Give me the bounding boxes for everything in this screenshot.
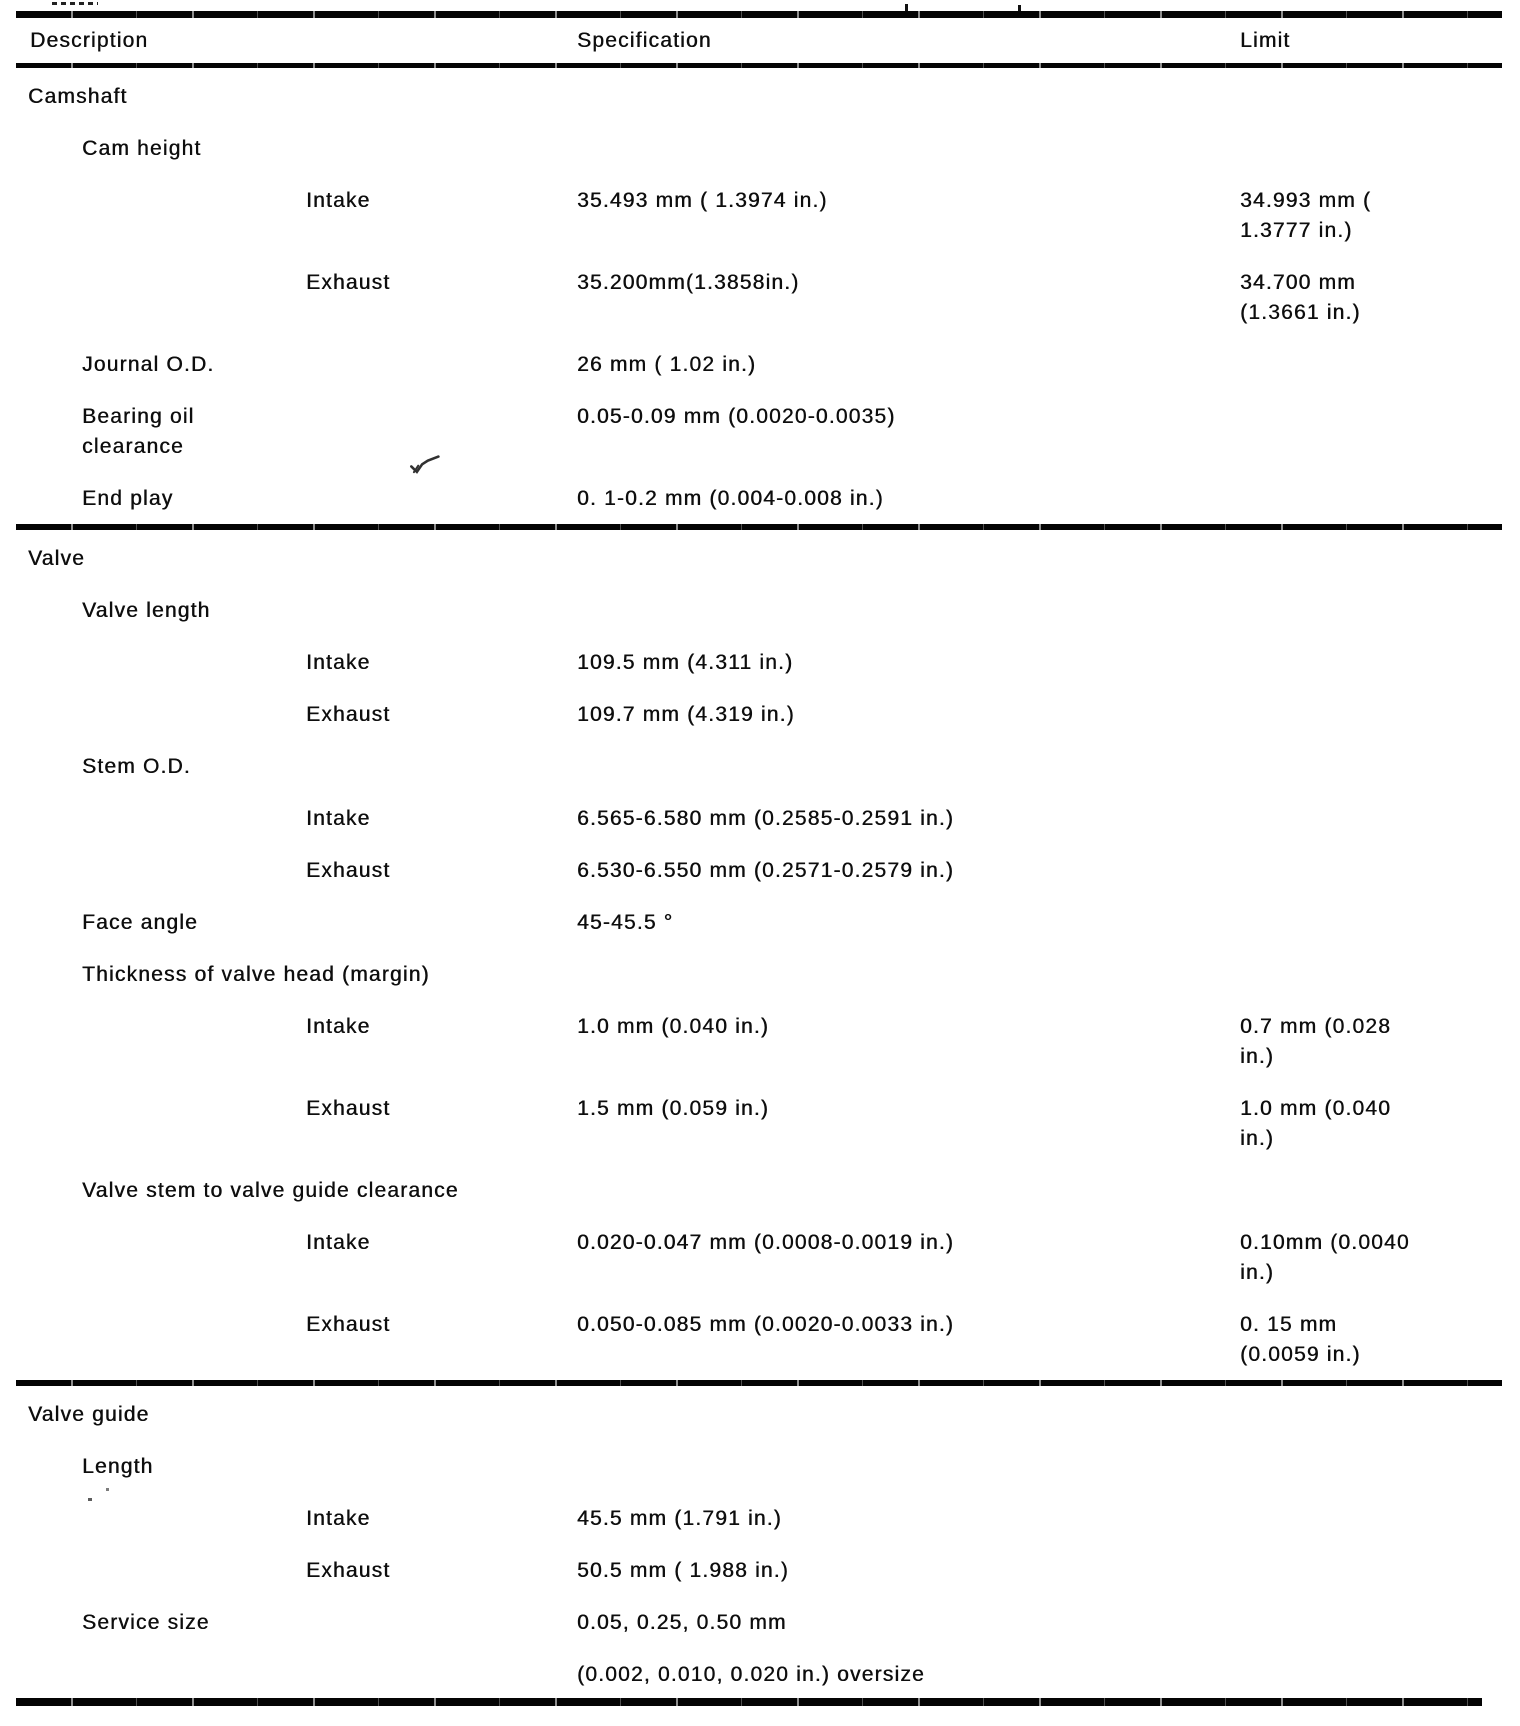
spec-line: 35.493 mm ( 1.3974 in.)	[577, 189, 828, 212]
section-divider	[16, 524, 1502, 530]
limit-value	[1240, 1012, 1520, 1072]
scan-artifact-top-dashes	[52, 2, 98, 5]
spec-line: 35.200mm(1.3858in.)	[577, 271, 800, 294]
table-row	[0, 186, 1520, 246]
limit-value	[1240, 700, 1520, 730]
limit-value	[1240, 1310, 1520, 1370]
spec-value	[577, 908, 1240, 938]
row-label	[0, 960, 577, 990]
limit-line: in.)	[1240, 1127, 1274, 1150]
row-label	[0, 804, 577, 834]
row-label-line: Thickness of valve head (margin)	[82, 963, 430, 986]
table-row	[0, 1660, 1520, 1690]
table-row	[0, 1176, 1520, 1206]
spec-line: 45-45.5 °	[577, 911, 674, 934]
limit-value	[1240, 1556, 1520, 1586]
spec-line: 1.5 mm (0.059 in.)	[577, 1097, 769, 1120]
spec-value	[577, 1176, 1240, 1206]
spec-line: 0.050-0.085 mm (0.0020-0.0033 in.)	[577, 1313, 955, 1336]
row-label-line: Bearing oil	[82, 405, 195, 428]
scan-artifact-dot	[106, 1488, 109, 1491]
spec-line: 0.020-0.047 mm (0.0008-0.0019 in.)	[577, 1231, 955, 1254]
table-row	[0, 1094, 1520, 1154]
limit-value	[1240, 856, 1520, 886]
table-body	[0, 82, 1520, 1706]
row-label	[0, 1012, 577, 1072]
row-label-line: Stem O.D.	[82, 755, 191, 778]
section-title-valve: Valve	[28, 547, 85, 570]
limit-value	[1240, 908, 1520, 938]
row-label	[0, 648, 577, 678]
limit-value	[1240, 1176, 1520, 1206]
row-label	[0, 186, 577, 246]
spec-line: 1.0 mm (0.040 in.)	[577, 1015, 769, 1038]
row-label-line: clearance	[82, 435, 184, 458]
table-row	[0, 596, 1520, 626]
limit-value	[1240, 804, 1520, 834]
table-bottom-border	[16, 1698, 1482, 1706]
spec-value	[577, 186, 1240, 246]
spec-line: 6.530-6.550 mm (0.2571-0.2579 in.)	[577, 859, 955, 882]
limit-value	[1240, 268, 1520, 328]
limit-value	[1240, 648, 1520, 678]
spec-value	[577, 1452, 1240, 1482]
table-row	[0, 1608, 1520, 1638]
row-label	[0, 1556, 577, 1586]
row-label-line: Intake	[306, 651, 371, 674]
row-label-line: Cam height	[82, 137, 202, 160]
limit-value	[1240, 484, 1520, 514]
table-row	[0, 1556, 1520, 1586]
limit-value	[1240, 752, 1520, 782]
spec-line: 0. 1-0.2 mm (0.004-0.008 in.)	[577, 487, 884, 510]
limit-line: 0.10mm (0.0040	[1240, 1231, 1410, 1254]
spec-value	[577, 752, 1240, 782]
spec-value	[577, 1504, 1240, 1534]
row-label	[0, 700, 577, 730]
row-label-line: Journal O.D.	[82, 353, 215, 376]
limit-value	[1240, 1228, 1520, 1288]
spec-value	[577, 596, 1240, 626]
section-title-camshaft: Camshaft	[28, 85, 128, 108]
limit-value	[1240, 596, 1520, 626]
row-label	[0, 1176, 577, 1206]
limit-value	[1240, 1504, 1520, 1534]
column-header-limit: Limit	[1240, 29, 1291, 52]
spec-value	[577, 1660, 1240, 1690]
row-label	[0, 856, 577, 886]
row-label-line: Exhaust	[306, 703, 391, 726]
row-label-line: Valve stem to valve guide clearance	[82, 1179, 459, 1202]
spec-line: 109.7 mm (4.319 in.)	[577, 703, 795, 726]
row-label-line: Exhaust	[306, 1559, 391, 1582]
row-label	[0, 1228, 577, 1288]
row-label-line: Exhaust	[306, 1313, 391, 1336]
table-top-border	[16, 11, 1502, 18]
limit-value	[1240, 186, 1520, 246]
spec-value	[577, 1094, 1240, 1154]
spec-value	[577, 1310, 1240, 1370]
table-row	[0, 350, 1520, 380]
table-row	[0, 1310, 1520, 1370]
row-label-line: Length	[82, 1455, 154, 1478]
spec-line: 109.5 mm (4.311 in.)	[577, 651, 794, 674]
table-header-border	[16, 63, 1502, 68]
spec-value	[577, 856, 1240, 886]
spec-line: 50.5 mm ( 1.988 in.)	[577, 1559, 789, 1582]
row-label-line: End play	[82, 487, 174, 510]
row-label	[0, 1310, 577, 1370]
row-label-line: Intake	[306, 807, 371, 830]
limit-line: (0.0059 in.)	[1240, 1343, 1361, 1366]
scan-artifact-dot	[88, 1498, 92, 1501]
limit-line: 0.7 mm (0.028	[1240, 1015, 1391, 1038]
table-row	[0, 804, 1520, 834]
spec-line: 0.05-0.09 mm (0.0020-0.0035)	[577, 405, 896, 428]
spec-value	[577, 1556, 1240, 1586]
spec-value	[577, 268, 1240, 328]
spec-line: 26 mm ( 1.02 in.)	[577, 353, 757, 376]
spec-value	[577, 402, 1240, 462]
row-label-line: Intake	[306, 1231, 371, 1254]
limit-value	[1240, 1094, 1520, 1154]
row-label	[0, 1660, 577, 1690]
spec-value	[577, 1608, 1240, 1638]
row-label	[0, 1094, 577, 1154]
limit-line: in.)	[1240, 1261, 1274, 1284]
limit-line: 34.993 mm (	[1240, 189, 1372, 212]
row-label	[0, 1608, 577, 1638]
spec-line: 6.565-6.580 mm (0.2585-0.2591 in.)	[577, 807, 955, 830]
spec-value	[577, 134, 1240, 164]
section-title-valve-guide: Valve guide	[28, 1403, 150, 1426]
limit-value	[1240, 402, 1520, 462]
row-label	[0, 752, 577, 782]
table-row	[0, 960, 1520, 990]
limit-line: in.)	[1240, 1045, 1274, 1068]
scan-artifact-check-mark	[407, 450, 443, 475]
row-label	[0, 350, 577, 380]
limit-value	[1240, 134, 1520, 164]
spec-value	[577, 1012, 1240, 1072]
table-row	[0, 700, 1520, 730]
spec-line: (0.002, 0.010, 0.020 in.) oversize	[577, 1663, 925, 1686]
table-header-row	[0, 26, 1520, 56]
row-label-line: Exhaust	[306, 859, 391, 882]
limit-value	[1240, 1608, 1520, 1638]
limit-value	[1240, 1660, 1520, 1690]
limit-line: 34.700 mm	[1240, 271, 1356, 294]
row-label-line: Intake	[306, 1507, 371, 1530]
row-label	[0, 596, 577, 626]
table-row	[0, 1504, 1520, 1534]
row-label	[0, 1452, 577, 1482]
table-row	[0, 1452, 1520, 1482]
row-label	[0, 268, 577, 328]
limit-line: 0. 15 mm	[1240, 1313, 1338, 1336]
row-label-line: Service size	[82, 1611, 210, 1634]
spec-value	[577, 960, 1240, 990]
row-label-line: Intake	[306, 1015, 371, 1038]
row-label	[0, 484, 577, 514]
limit-line: (1.3661 in.)	[1240, 301, 1361, 324]
column-header-description: Description	[30, 29, 149, 52]
row-label	[0, 1504, 577, 1534]
row-label-line: Exhaust	[306, 1097, 391, 1120]
row-label	[0, 134, 577, 164]
row-label	[0, 402, 577, 462]
limit-line: 1.3777 in.)	[1240, 219, 1353, 242]
row-label-line: Intake	[306, 189, 371, 212]
limit-line: 1.0 mm (0.040	[1240, 1097, 1391, 1120]
table-row	[0, 648, 1520, 678]
limit-value	[1240, 960, 1520, 990]
table-row	[0, 484, 1520, 514]
table-row	[0, 268, 1520, 328]
column-header-specification: Specification	[577, 29, 712, 52]
spec-value	[577, 804, 1240, 834]
row-label-line: Valve length	[82, 599, 211, 622]
row-label-line: Face angle	[82, 911, 198, 934]
table-row	[0, 752, 1520, 782]
section-divider	[16, 1380, 1502, 1386]
table-row	[0, 1228, 1520, 1288]
spec-value	[577, 648, 1240, 678]
spec-value	[577, 484, 1240, 514]
table-row	[0, 402, 1520, 462]
spec-line: 45.5 mm (1.791 in.)	[577, 1507, 782, 1530]
row-label-line: Exhaust	[306, 271, 391, 294]
spec-value	[577, 350, 1240, 380]
spec-value	[577, 1228, 1240, 1288]
limit-value	[1240, 1452, 1520, 1482]
table-row	[0, 134, 1520, 164]
row-label	[0, 908, 577, 938]
limit-value	[1240, 350, 1520, 380]
table-row	[0, 856, 1520, 886]
table-row	[0, 908, 1520, 938]
spec-value	[577, 700, 1240, 730]
table-row	[0, 1012, 1520, 1072]
spec-line: 0.05, 0.25, 0.50 mm	[577, 1611, 787, 1634]
